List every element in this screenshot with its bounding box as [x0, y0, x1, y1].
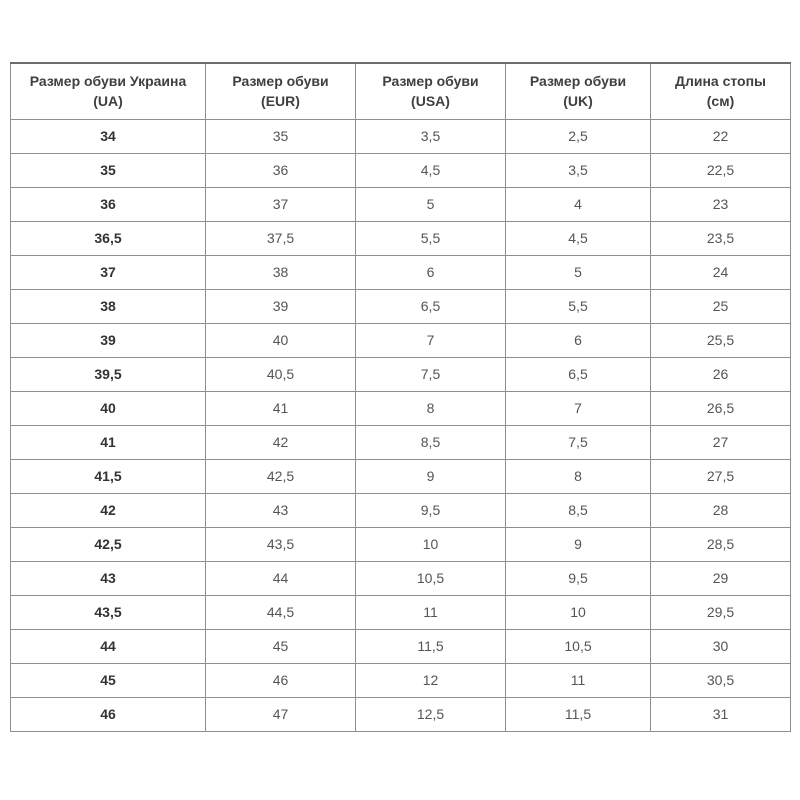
- column-header-uk-unit: (UK): [563, 93, 593, 110]
- table-row: [11, 323, 791, 357]
- cell-uk-size: 6: [506, 323, 651, 357]
- cell-foot-length-cm: 24: [651, 255, 791, 289]
- cell-usa-size: 7: [356, 323, 506, 357]
- cell-uk-size: 11: [506, 663, 651, 697]
- cell-foot-length-cm: 28,5: [651, 527, 791, 561]
- cell-foot-length-cm: 29: [651, 561, 791, 595]
- cell-foot-length-cm: 26,5: [651, 391, 791, 425]
- cell-uk-size: 7,5: [506, 425, 651, 459]
- cell-usa-size: 11,5: [356, 629, 506, 663]
- column-header-foot-length-title: Длина стопы: [674, 73, 767, 90]
- cell-usa-size: 5: [356, 187, 506, 221]
- table-row: [11, 459, 791, 493]
- cell-eur-size: 45: [206, 629, 356, 663]
- table-row: [11, 187, 791, 221]
- column-header-foot-length: [651, 63, 791, 119]
- cell-uk-size: 4,5: [506, 221, 651, 255]
- cell-usa-size: 9,5: [356, 493, 506, 527]
- cell-eur-size: 40,5: [206, 357, 356, 391]
- cell-uk-size: 8: [506, 459, 651, 493]
- table-row: [11, 119, 791, 153]
- cell-uk-size: 9: [506, 527, 651, 561]
- cell-ua-size: 41,5: [11, 459, 206, 493]
- cell-foot-length-cm: 31: [651, 697, 791, 731]
- table-row: [11, 255, 791, 289]
- cell-eur-size: 42: [206, 425, 356, 459]
- table-row: [11, 629, 791, 663]
- cell-foot-length-cm: 22: [651, 119, 791, 153]
- cell-usa-size: 8,5: [356, 425, 506, 459]
- column-header-usa: [356, 63, 506, 119]
- cell-foot-length-cm: 27,5: [651, 459, 791, 493]
- cell-uk-size: 9,5: [506, 561, 651, 595]
- cell-uk-size: 7: [506, 391, 651, 425]
- cell-ua-size: 40: [11, 391, 206, 425]
- table-row: [11, 357, 791, 391]
- cell-foot-length-cm: 26: [651, 357, 791, 391]
- cell-ua-size: 43,5: [11, 595, 206, 629]
- cell-eur-size: 44,5: [206, 595, 356, 629]
- cell-eur-size: 35: [206, 119, 356, 153]
- table-row: [11, 391, 791, 425]
- column-header-eur-title: Размер обуви: [232, 73, 329, 90]
- cell-eur-size: 37,5: [206, 221, 356, 255]
- cell-usa-size: 12: [356, 663, 506, 697]
- cell-ua-size: 38: [11, 289, 206, 323]
- cell-foot-length-cm: 25,5: [651, 323, 791, 357]
- cell-foot-length-cm: 30: [651, 629, 791, 663]
- shoe-size-table-container: [10, 62, 790, 732]
- cell-usa-size: 12,5: [356, 697, 506, 731]
- cell-usa-size: 10,5: [356, 561, 506, 595]
- cell-ua-size: 39,5: [11, 357, 206, 391]
- cell-usa-size: 7,5: [356, 357, 506, 391]
- cell-usa-size: 6,5: [356, 289, 506, 323]
- cell-ua-size: 45: [11, 663, 206, 697]
- column-header-foot-length-unit: (см): [706, 93, 735, 110]
- cell-foot-length-cm: 23,5: [651, 221, 791, 255]
- table-row: [11, 493, 791, 527]
- cell-foot-length-cm: 22,5: [651, 153, 791, 187]
- column-header-usa-unit: (USA): [411, 93, 450, 110]
- column-header-ua-unit: (UA): [93, 93, 123, 110]
- cell-eur-size: 37: [206, 187, 356, 221]
- cell-uk-size: 6,5: [506, 357, 651, 391]
- column-header-ua-title: Размер обуви Украина: [29, 73, 187, 90]
- cell-foot-length-cm: 29,5: [651, 595, 791, 629]
- cell-eur-size: 36: [206, 153, 356, 187]
- cell-uk-size: 10,5: [506, 629, 651, 663]
- table-header: [11, 63, 791, 119]
- table-row: [11, 595, 791, 629]
- cell-ua-size: 36: [11, 187, 206, 221]
- cell-uk-size: 11,5: [506, 697, 651, 731]
- column-header-eur: [206, 63, 356, 119]
- table-row: [11, 289, 791, 323]
- cell-uk-size: 5: [506, 255, 651, 289]
- cell-usa-size: 4,5: [356, 153, 506, 187]
- table-row: [11, 425, 791, 459]
- cell-eur-size: 43,5: [206, 527, 356, 561]
- cell-ua-size: 34: [11, 119, 206, 153]
- column-header-uk: [506, 63, 651, 119]
- cell-usa-size: 11: [356, 595, 506, 629]
- cell-uk-size: 2,5: [506, 119, 651, 153]
- header-row: [11, 63, 791, 119]
- cell-usa-size: 10: [356, 527, 506, 561]
- cell-eur-size: 41: [206, 391, 356, 425]
- column-header-eur-unit: (EUR): [261, 93, 300, 110]
- cell-usa-size: 8: [356, 391, 506, 425]
- cell-eur-size: 47: [206, 697, 356, 731]
- column-header-ua: [11, 63, 206, 119]
- table-row: [11, 153, 791, 187]
- cell-usa-size: 9: [356, 459, 506, 493]
- cell-ua-size: 36,5: [11, 221, 206, 255]
- cell-foot-length-cm: 23: [651, 187, 791, 221]
- cell-foot-length-cm: 28: [651, 493, 791, 527]
- column-header-uk-title: Размер обуви: [529, 73, 627, 90]
- cell-foot-length-cm: 27: [651, 425, 791, 459]
- cell-ua-size: 39: [11, 323, 206, 357]
- cell-uk-size: 8,5: [506, 493, 651, 527]
- table-body: [11, 119, 791, 731]
- cell-uk-size: 3,5: [506, 153, 651, 187]
- cell-usa-size: 6: [356, 255, 506, 289]
- cell-ua-size: 46: [11, 697, 206, 731]
- cell-usa-size: 3,5: [356, 119, 506, 153]
- table-row: [11, 527, 791, 561]
- cell-usa-size: 5,5: [356, 221, 506, 255]
- cell-ua-size: 37: [11, 255, 206, 289]
- cell-eur-size: 40: [206, 323, 356, 357]
- cell-eur-size: 39: [206, 289, 356, 323]
- cell-uk-size: 5,5: [506, 289, 651, 323]
- table-row: [11, 221, 791, 255]
- cell-eur-size: 38: [206, 255, 356, 289]
- cell-ua-size: 35: [11, 153, 206, 187]
- cell-eur-size: 42,5: [206, 459, 356, 493]
- table-row: [11, 561, 791, 595]
- cell-uk-size: 10: [506, 595, 651, 629]
- cell-eur-size: 44: [206, 561, 356, 595]
- cell-foot-length-cm: 25: [651, 289, 791, 323]
- cell-ua-size: 43: [11, 561, 206, 595]
- cell-ua-size: 44: [11, 629, 206, 663]
- column-header-usa-title: Размер обуви: [382, 73, 479, 90]
- table-row: [11, 697, 791, 731]
- cell-eur-size: 43: [206, 493, 356, 527]
- cell-foot-length-cm: 30,5: [651, 663, 791, 697]
- cell-uk-size: 4: [506, 187, 651, 221]
- cell-ua-size: 41: [11, 425, 206, 459]
- table-row: [11, 663, 791, 697]
- cell-eur-size: 46: [206, 663, 356, 697]
- shoe-size-conversion-table: [10, 62, 791, 732]
- cell-ua-size: 42: [11, 493, 206, 527]
- cell-ua-size: 42,5: [11, 527, 206, 561]
